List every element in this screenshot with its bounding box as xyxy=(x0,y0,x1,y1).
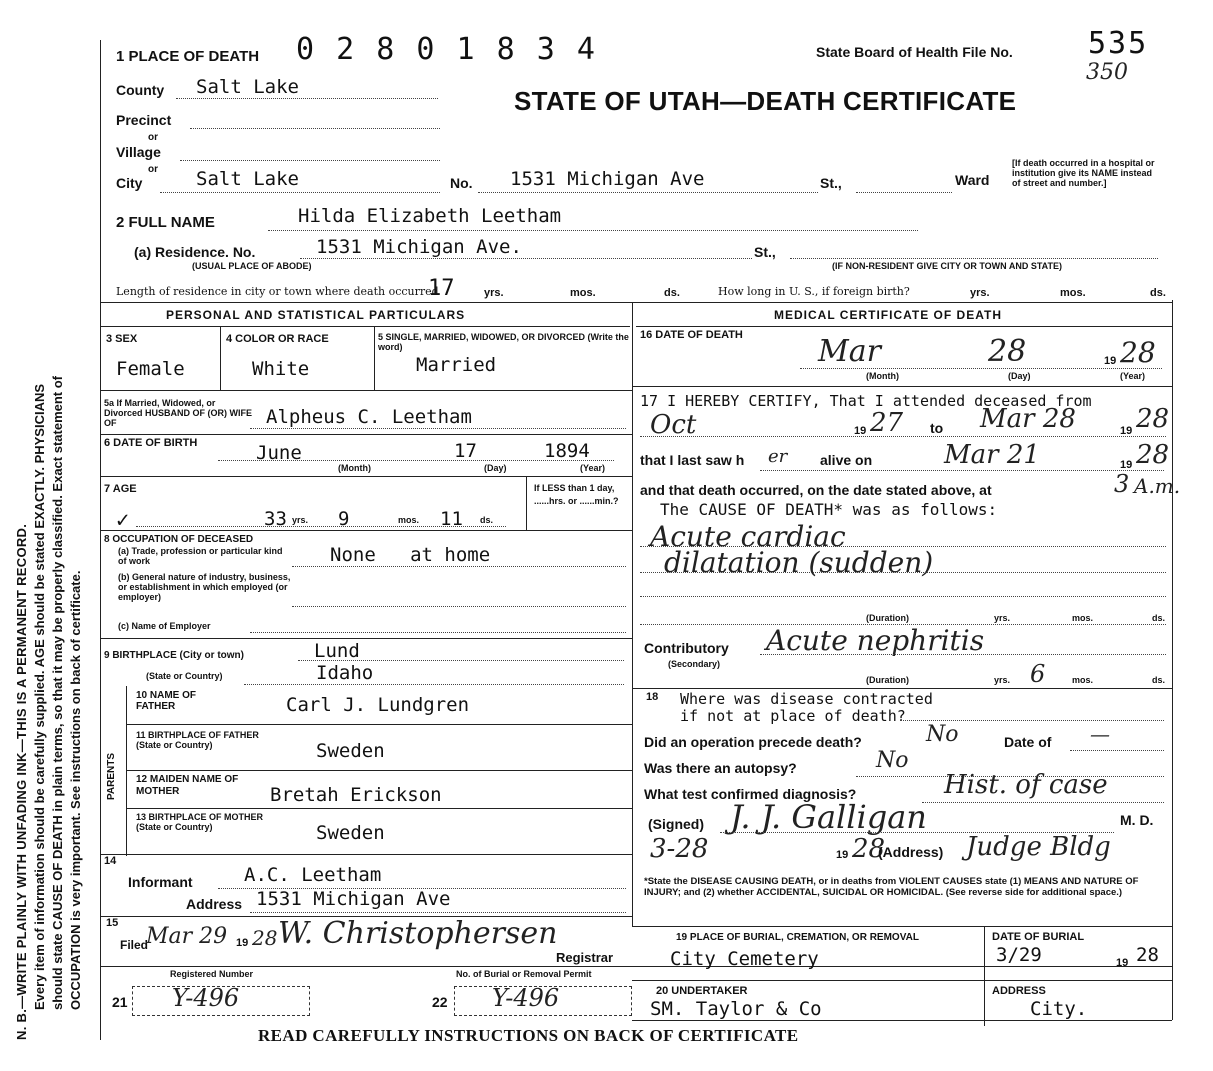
burial-date-value: 3/29 xyxy=(996,944,1042,966)
undertaker-value: SM. Taylor & Co xyxy=(650,998,822,1020)
contributory-label: Contributory xyxy=(644,640,729,656)
precinct-label: Precinct xyxy=(116,112,172,128)
certificate-title: STATE OF UTAH—DEATH CERTIFICATE xyxy=(514,86,1017,116)
county-label: County xyxy=(116,82,165,98)
color-value: White xyxy=(252,358,310,380)
form-right-border xyxy=(1172,300,1173,1020)
last-saw-date: Mar 21 xyxy=(944,440,1040,470)
death-ampm: A.m. xyxy=(1134,474,1181,498)
physician-signature: J. J. Galligan xyxy=(730,798,927,836)
less-than-label: If LESS than 1 day, ......hrs. or ......min.? xyxy=(534,483,619,506)
margin-instruction-line3: should state CAUSE OF DEATH in plain terms, so that it may be properly classified. Exact statement of xyxy=(50,375,65,1010)
attended-to: Mar 28 xyxy=(980,404,1076,434)
filed-year: 28 xyxy=(252,926,278,950)
informant-label: Informant xyxy=(128,874,193,890)
dob-month: June xyxy=(256,442,302,464)
file-no-label: State Board of Health File No. xyxy=(816,44,1013,60)
street-no-label: No. xyxy=(450,175,473,191)
operation-label: Did an operation precede death? xyxy=(644,734,862,750)
test-label: What test confirmed diagnosis? xyxy=(644,786,857,802)
sex-value: Female xyxy=(116,358,185,380)
age-days: 11 xyxy=(440,508,463,530)
autopsy-label: Was there an autopsy? xyxy=(644,760,797,776)
certificate-number: 0 2 8 0 1 8 3 4 xyxy=(296,32,597,67)
father-birthplace-label: 11 BIRTHPLACE OF FATHER (State or Country) xyxy=(136,730,259,750)
marital-value: Married xyxy=(416,354,497,376)
father-birthplace-value: Sweden xyxy=(316,740,385,762)
footnote: *State the DISEASE CAUSING DEATH, or in deaths from VIOLENT CAUSES state (1) MEANS AND NATURE OF INJURY; and (2) whether ACCIDENTAL, SUICIDAL OR HOMICIDAL. (See reverse side for additional space.) xyxy=(644,876,1139,898)
footer-instructions: READ CAREFULLY INSTRUCTIONS ON BACK OF CERTIFICATE xyxy=(258,1026,799,1045)
mother-value: Bretah Erickson xyxy=(270,784,442,806)
age-check: ✓ xyxy=(116,508,130,533)
test-value: Hist. of case xyxy=(944,770,1108,800)
death-year: 28 xyxy=(1120,336,1156,369)
dob-year: 1894 xyxy=(544,440,590,462)
cause-label: The CAUSE OF DEATH* was as follows: xyxy=(660,500,998,519)
village-label: Village xyxy=(116,144,161,160)
city-label: City xyxy=(116,175,143,191)
personal-heading: PERSONAL AND STATISTICAL PARTICULARS xyxy=(166,308,466,322)
medical-heading: MEDICAL CERTIFICATE OF DEATH xyxy=(774,308,1002,322)
city-value: Salt Lake xyxy=(196,168,299,190)
spouse-value: Alpheus C. Leetham xyxy=(266,406,472,428)
operation-date: — xyxy=(1090,722,1110,746)
contributory-duration-mos: 6 xyxy=(1030,660,1046,688)
death-time: 3 xyxy=(1114,470,1130,498)
marital-label: 5 SINGLE, MARRIED, WIDOWED, OR DIVORCED (Write the word) xyxy=(378,332,629,352)
age-years: 33 xyxy=(264,508,287,530)
full-name-label: 2 FULL NAME xyxy=(116,214,215,231)
length-of-residence-label: Length of residence in city or town where death occurred xyxy=(116,285,439,298)
signed-label: (Signed) xyxy=(648,816,704,832)
length-of-residence-yrs: 17 xyxy=(428,276,455,301)
undertaker-address-value: City. xyxy=(1030,998,1088,1020)
residence-value: 1531 Michigan Ave. xyxy=(316,236,522,258)
date-of-death-label: 16 DATE OF DEATH xyxy=(640,329,743,341)
filed-date: Mar 29 xyxy=(146,924,228,949)
informant-value: A.C. Leetham xyxy=(244,864,382,886)
full-name-value: Hilda Elizabeth Leetham xyxy=(298,205,562,227)
column-divider xyxy=(632,302,633,926)
margin-instruction-line2: Every item of information should be carefully supplied. AGE should be stated EXACTLY. PHYSICIANS xyxy=(32,383,47,1010)
spouse-label: 5a If Married, Widowed, or Divorced HUSBAND OF (OR) WIFE OF xyxy=(104,398,253,428)
sex-label: 3 SEX xyxy=(106,333,138,345)
margin-instruction-line4: OCCUPATION is very important. See instructions on back of certificate. xyxy=(68,570,83,1010)
age-label: 7 AGE xyxy=(104,483,137,495)
cause-line1: Acute cardiac xyxy=(650,520,846,553)
county-value: Salt Lake xyxy=(196,76,299,98)
burial-place-label: 19 PLACE OF BURIAL, CREMATION, OR REMOVAL xyxy=(676,932,919,943)
mother-birthplace-value: Sweden xyxy=(316,822,385,844)
last-saw-year: 28 xyxy=(1136,440,1170,470)
father-value: Carl J. Lundgren xyxy=(286,694,470,716)
birthplace-state: Idaho xyxy=(316,662,374,684)
cause-line2: dilatation (sudden) xyxy=(664,546,934,579)
birthplace-label: 9 BIRTHPLACE (City or town) xyxy=(104,650,244,661)
burial-year-value: 28 xyxy=(1136,944,1159,966)
contributory-value: Acute nephritis xyxy=(766,624,985,657)
registrar-signature: W. Christophersen xyxy=(278,916,558,951)
undertaker-label: 20 UNDERTAKER xyxy=(656,985,748,997)
physician-address: Judge Bldg xyxy=(966,832,1111,862)
undertaker-address-label: ADDRESS xyxy=(992,985,1046,997)
burial-permit-number: Y-496 xyxy=(492,984,560,1012)
last-saw-label: that I last saw h xyxy=(640,452,745,468)
death-occurred-label: and that death occurred, on the date stated above, at xyxy=(640,482,992,498)
father-label: 10 NAME OF FATHER xyxy=(136,690,197,712)
margin-instruction-line1: N. B.—WRITE PLAINLY WITH UNFADING INK—THIS IS A PERMANENT RECORD. xyxy=(14,523,29,1040)
age-months: 9 xyxy=(338,508,350,530)
birthplace-city: Lund xyxy=(314,640,360,662)
registered-number: Y-496 xyxy=(172,984,240,1012)
burial-date-label: DATE OF BURIAL xyxy=(992,931,1085,943)
signed-date: 3-28 xyxy=(650,834,709,864)
dob-day: 17 xyxy=(454,440,477,462)
file-number: 535 xyxy=(1088,26,1149,61)
signed-year: 28 xyxy=(852,834,886,864)
street-value: 1531 Michigan Ave xyxy=(510,168,705,190)
autopsy-value: No xyxy=(876,748,909,773)
attended-to-year: 28 xyxy=(1136,404,1170,434)
residence-label: (a) Residence. No. xyxy=(134,244,256,260)
attended-from: Oct xyxy=(650,410,697,440)
form-left-border xyxy=(100,40,101,1040)
filed-label: Filed xyxy=(120,938,149,952)
operation-value: No xyxy=(926,722,959,747)
ward-note: [If death occurred in a hospital or institution give its NAME instead of street and number.] xyxy=(1012,158,1155,188)
informant-address-value: 1531 Michigan Ave xyxy=(256,888,451,910)
parents-label: PARENTS xyxy=(106,752,117,800)
mother-label: 12 MAIDEN NAME OF MOTHER xyxy=(136,774,239,797)
death-day: 28 xyxy=(988,334,1027,369)
occupation-label: 8 OCCUPATION OF DECEASED xyxy=(104,534,254,545)
occupation-value: None at home xyxy=(330,544,491,566)
attended-from-year: 27 xyxy=(870,408,904,438)
burial-place-value: City Cemetery xyxy=(670,948,819,970)
contracted-label: Where was disease contracted xyxy=(680,690,933,708)
dob-label: 6 DATE OF BIRTH xyxy=(104,437,198,449)
file-number-alt: 350 xyxy=(1086,60,1128,85)
color-label: 4 COLOR OR RACE xyxy=(226,333,329,345)
mother-birthplace-label: 13 BIRTHPLACE OF MOTHER (State or Country) xyxy=(136,812,264,832)
registrar-label: Registrar xyxy=(556,950,614,965)
certify-label: 17 I HEREBY CERTIFY, That I attended deceased from xyxy=(640,392,1092,410)
ward-label: Ward xyxy=(955,172,990,188)
death-month: Mar xyxy=(818,334,881,369)
informant-address-label: Address xyxy=(186,896,243,912)
place-of-death-label: 1 PLACE OF DEATH xyxy=(116,48,260,65)
